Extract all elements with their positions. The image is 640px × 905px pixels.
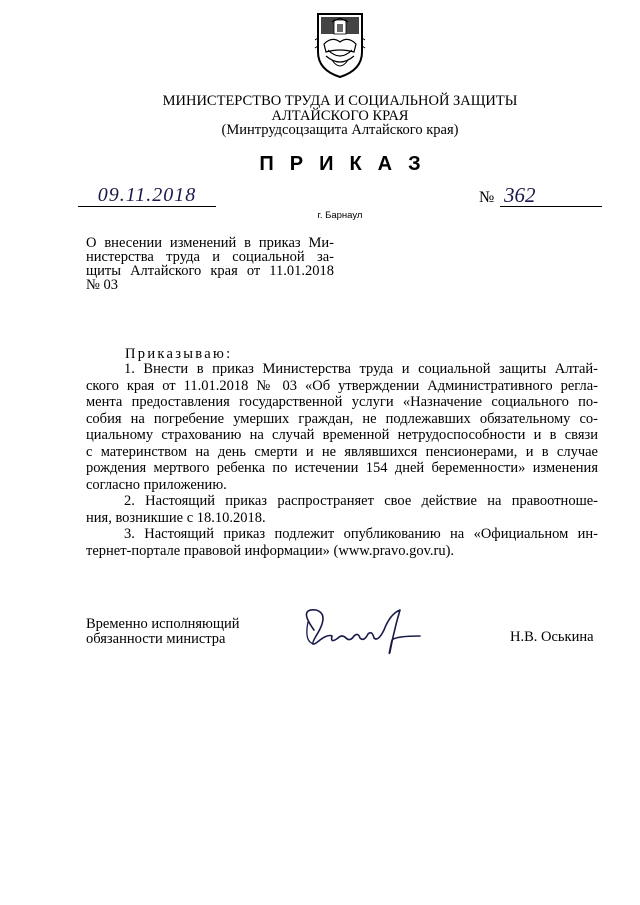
- order-number-label: №: [479, 189, 495, 206]
- subject-line: нистерства труда и социальной за-: [86, 249, 334, 265]
- coat-of-arms-icon: [314, 10, 366, 80]
- order-subject: [86, 236, 334, 292]
- order-date: 09.11.2018: [97, 184, 197, 206]
- body-line: 2. Настоящий приказ распространяет свое действие на правоотноше-: [124, 493, 598, 509]
- date-underline: [78, 206, 216, 207]
- position-line: обязанности министра: [86, 630, 226, 647]
- body-line: мента предоставления государственной услуги «Назначение социального по-: [86, 394, 598, 410]
- ministry-name-line1: МИНИСТЕРСТВО ТРУДА И СОЦИАЛЬНОЙ ЗАЩИТЫ: [162, 93, 518, 109]
- body-line: ского края от 11.01.2018 № 03 «Об утверждении Административного регла-: [86, 377, 598, 394]
- order-body: [86, 361, 598, 559]
- body-line: циальному страхованию на случай временной нетрудоспособности и в связи: [86, 427, 598, 443]
- body-line: тернет-портале правовой информации» (www.pravo.gov.ru).: [86, 542, 455, 559]
- order-number: 362: [504, 183, 536, 207]
- handwritten-signature-icon: [294, 600, 424, 662]
- body-line: собия на погребение умерших граждан, не подлежавших обязательному со-: [86, 410, 598, 427]
- body-line: 3. Настоящий приказ подлежит опубликованию на «Официальном ин-: [124, 526, 598, 542]
- number-underline: [500, 206, 602, 207]
- subject-line: щиты Алтайского края от 11.01.2018: [86, 263, 334, 279]
- city-label: г. Барнаул: [317, 210, 363, 221]
- signatory-position: [86, 617, 240, 646]
- body-line: с материнством на день смерти и не являвшихся пенсионерами, и в случае: [86, 443, 598, 460]
- body-line: 1. Внести в приказ Министерства труда и социальной защиты Алтай-: [124, 361, 598, 377]
- body-line: согласно приложению.: [86, 476, 227, 493]
- subject-line: О внесении изменений в приказ Ми-: [86, 235, 334, 251]
- subject-line: № 03: [86, 277, 118, 293]
- preamble: Приказываю:: [125, 346, 233, 362]
- body-line: ния, возникшие с 18.10.2018.: [86, 509, 266, 526]
- document-title: ПРИКАЗ: [259, 153, 437, 175]
- ministry-short-name: (Минтрудсоцзащита Алтайского края): [221, 122, 459, 138]
- ministry-name-line2: АЛТАЙСКОГО КРАЯ: [271, 108, 409, 124]
- position-line: Временно исполняющий: [86, 616, 240, 632]
- signer-name: Н.В. Оськина: [510, 629, 594, 645]
- body-line: рождения мертвого ребенка по истечении 154 дней беременности» изменения: [86, 460, 598, 476]
